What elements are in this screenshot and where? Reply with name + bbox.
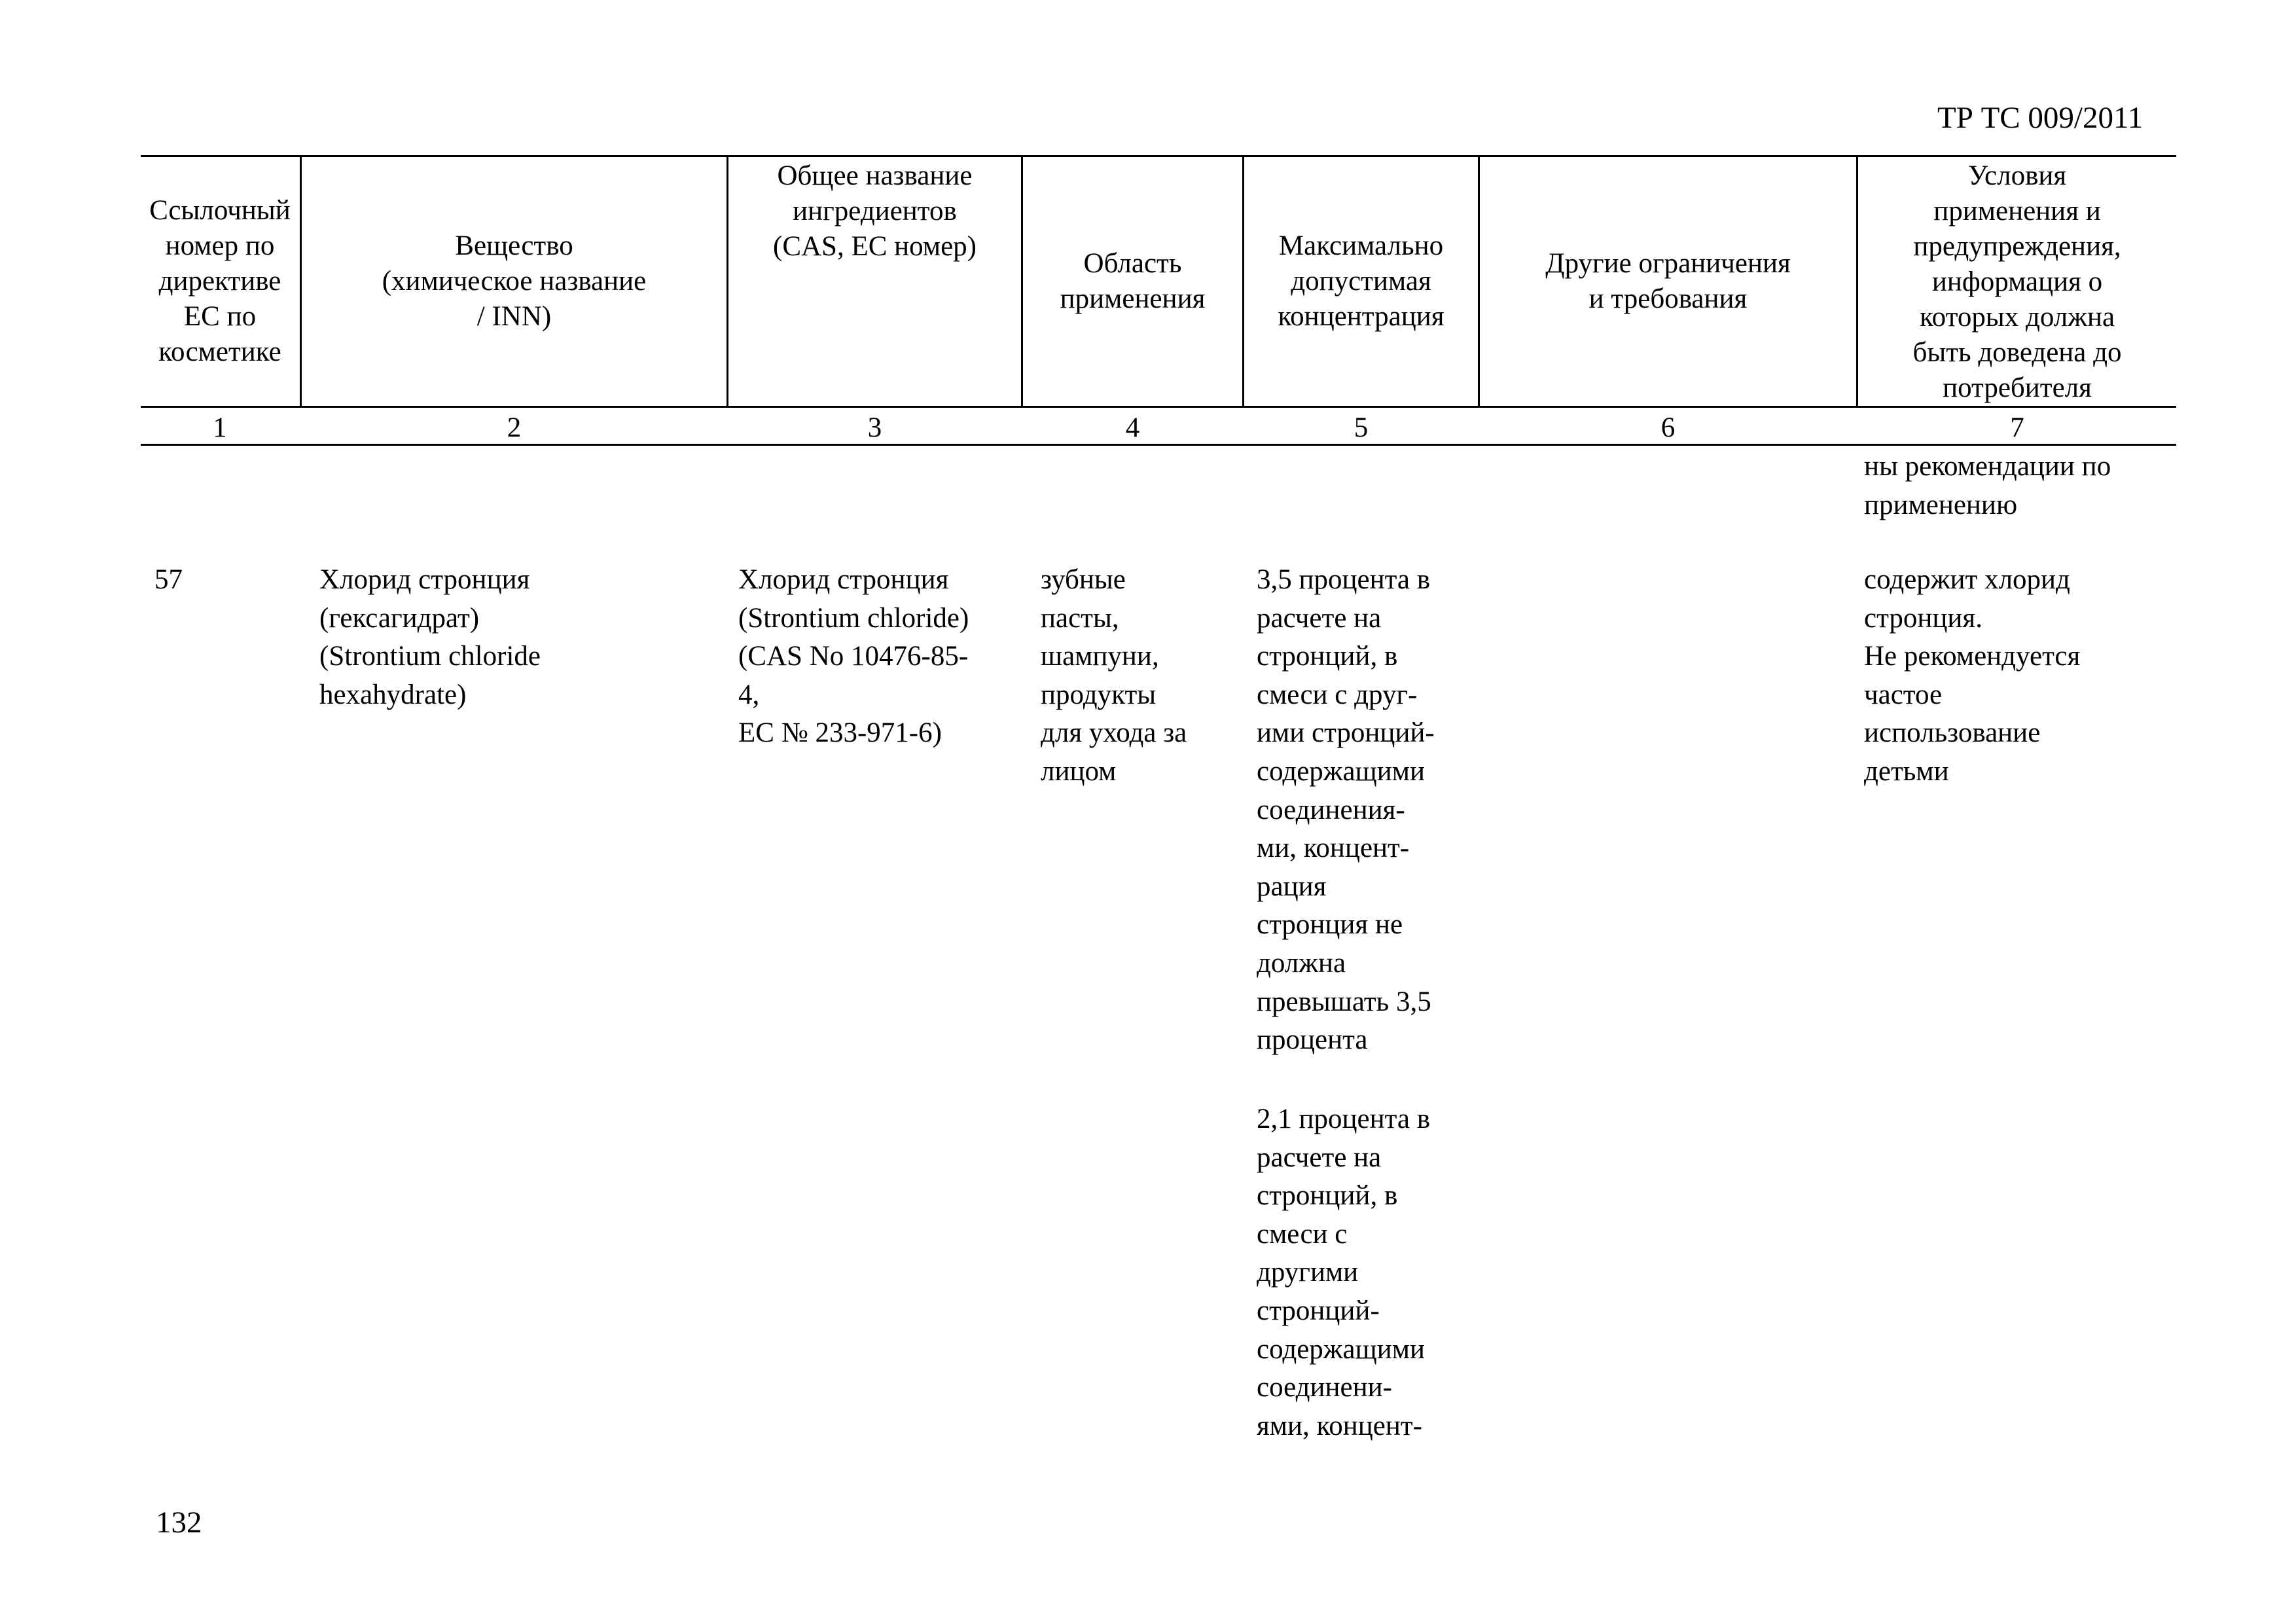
cell-ref-number: 57	[154, 564, 183, 595]
column-number: 3	[867, 412, 882, 443]
cell-substance: Хлорид стронция (гексагидрат) (Strontium chloride hexahydrate)	[319, 564, 541, 710]
column-number: 5	[1354, 412, 1369, 443]
header-ref-number: Ссылочный номер по директиве ЕС по косметике	[149, 195, 291, 367]
header-ingredient-name: Общее название ингредиентов (CAS, ЕС номер)	[773, 160, 977, 262]
continuation-text: ны рекомендации по применению	[1864, 451, 2111, 520]
cell-max-concentration-alt: 2,1 процента в расчете на стронций, в смеси с другими стронций- содержащими соединени- ями, концент-	[1257, 1104, 1431, 1441]
header-warnings: Условия применения и предупреждения, информация о которых должна быть доведена до потребителя	[1912, 160, 2122, 403]
cell-max-concentration: 3,5 процента в расчете на стронций, в смеси с друг- ими стронций- содержащими соединения- ми, концент- рация стронция не должна превышать 3,5 процента	[1257, 564, 1435, 1056]
header-substance: Вещество (химическое название / INN)	[382, 230, 647, 332]
page-number: 132	[156, 1506, 202, 1540]
column-number: 6	[1660, 412, 1676, 443]
cell-application: зубные пасты, шампуни, продукты для ухода за лицом	[1041, 564, 1187, 787]
header-max-concentration: Максимально допустимая концентрация	[1278, 230, 1444, 332]
document-code: ТР ТС 009/2011	[1937, 101, 2144, 135]
column-number: 1	[213, 412, 227, 443]
column-number: 4	[1125, 412, 1140, 443]
cell-ingredient-name: Хлорид стронция (Strontium chloride) (CAS No 10476-85- 4, ЕС № 233-971-6)	[738, 564, 969, 749]
header-other-restrictions: Другие ограничения и требования	[1545, 248, 1791, 314]
cell-warnings: содержит хлорид стронция. Не рекомендуется частое использование детьми	[1864, 564, 2081, 787]
header-application: Область применения	[1060, 248, 1206, 314]
column-number: 7	[2010, 412, 2024, 443]
column-number: 2	[507, 412, 522, 443]
